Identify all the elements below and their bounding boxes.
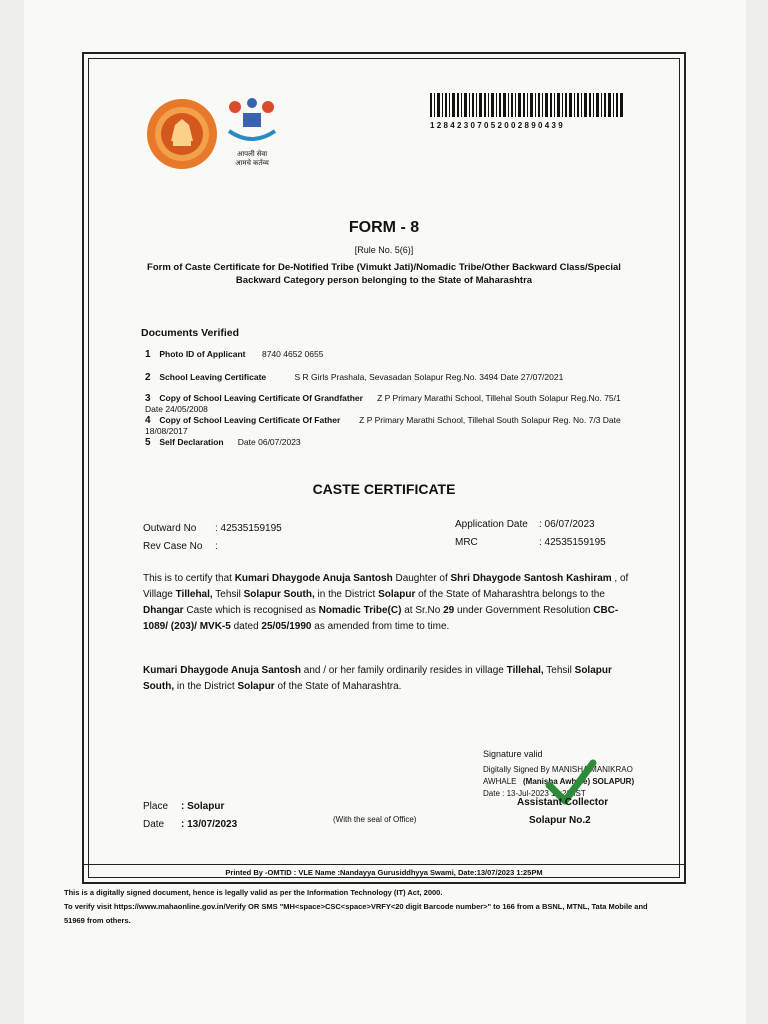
document-value: Z P Primary Marathi School, Tillehal South Solapur Reg.No. 75/1 Date 24/05/2008	[145, 393, 621, 414]
logo-caption-2: आमचे कर्तव्य	[235, 160, 269, 167]
maharashtra-emblem-icon	[145, 97, 219, 171]
legal-note: This is a digitally signed document, hence is legally valid as per the Information Technology (IT) Act, 2000.	[64, 888, 443, 897]
government-resolution: CBC-1089/ (203)/ MVK-5	[143, 605, 619, 632]
text: in the District	[174, 681, 238, 692]
document-number: 2	[145, 372, 151, 383]
document-label: Copy of School Leaving Certificate Of Grandfather	[159, 393, 363, 403]
signature-line-2: AWHALE	[483, 777, 517, 786]
text: of the State of Maharashtra.	[274, 681, 402, 692]
document-label: Photo ID of Applicant	[159, 349, 246, 359]
document-number: 4	[145, 415, 151, 426]
residence-paragraph	[143, 663, 629, 695]
appdate-label: Application Date	[455, 519, 528, 530]
text: Daughter of	[392, 573, 451, 584]
text: Tehsil	[212, 589, 244, 600]
document-label: Self Declaration	[159, 437, 224, 447]
serial-number: 29	[443, 605, 455, 616]
text: as amended from time to time.	[311, 621, 450, 632]
place-value: : Solapur	[181, 801, 225, 812]
barcode-icon	[430, 93, 624, 117]
father-name: Shri Dhaygode Santosh Kashiram	[450, 573, 612, 584]
place-label: Place	[143, 801, 169, 812]
barcode-number: 12842307052002890439	[430, 121, 565, 130]
verify-note-cont: 51969 from others.	[64, 916, 131, 925]
signatory-place: Solapur No.2	[529, 815, 591, 826]
document-item	[145, 415, 625, 436]
mrc-label: MRC	[455, 537, 478, 548]
rule-number: [Rule No. 5(6)]	[354, 245, 414, 255]
logo-caption-1: आपली सेवा	[236, 151, 268, 158]
category: Nomadic Tribe(C)	[318, 605, 402, 616]
text: under Government Resolution	[454, 605, 594, 616]
documents-heading: Documents Verified	[141, 327, 240, 339]
document-number: 5	[145, 437, 151, 448]
aaple-sarkar-logo	[223, 97, 281, 173]
text: This is to certify that	[143, 573, 235, 584]
resolution-date: 25/05/1990	[261, 621, 312, 632]
text: and / or her family ordinarily resides in village	[300, 665, 507, 676]
village: Tillehal,	[506, 665, 544, 676]
seal-note: (With the seal of Office)	[333, 815, 417, 824]
text: , of Village	[143, 573, 629, 600]
document-label: Copy of School Leaving Certificate Of Father	[159, 415, 341, 425]
verify-note: To verify visit https://www.mahaonline.gov.in/Verify OR SMS "MH<space>CSC<space>VRFY<20 digit Barcode number>" to 166 from a BSNL, MTNL, Tata Mobile and	[64, 902, 648, 911]
text: in the District	[314, 589, 379, 600]
signatory-role: Assistant Collector	[517, 797, 609, 808]
form-description: Form of Caste Certificate for De-Notified Tribe (Vimukt Jati)/Nomadic Tribe/Other Backward Class/Special Backward Category person belonging to the State of Maharashtra	[147, 262, 621, 286]
text: of the State of Maharashtra belongs to the	[415, 589, 605, 600]
village: Tillehal,	[175, 589, 213, 600]
mrc-value: : 42535159195	[539, 537, 606, 548]
signature-date: Date : 13-Jul-2023 16:20 IST	[483, 789, 586, 798]
aaple-sarkar-icon	[223, 97, 281, 145]
certificate-inner-border	[88, 58, 680, 878]
document-number: 1	[145, 349, 151, 360]
district: Solapur	[237, 681, 275, 692]
text: dated	[230, 621, 262, 632]
document-number: 3	[145, 393, 151, 404]
revcase-value: :	[215, 541, 218, 552]
text: Caste which is recognised as	[183, 605, 319, 616]
district: Solapur	[378, 589, 416, 600]
signature-line-2b: (Manisha Awhale) SOLAPUR)	[523, 777, 635, 786]
outward-label: Outward No	[143, 523, 197, 534]
document-label: School Leaving Certificate	[159, 372, 267, 382]
certificate-title: CASTE CERTIFICATE	[312, 481, 456, 497]
signature-line-1: Digitally Signed By MANISHA MANIKRAO	[483, 765, 633, 774]
document-value: Date 06/07/2023	[237, 437, 301, 447]
text: Tehsil	[543, 665, 575, 676]
tehsil: Solapur South,	[243, 589, 315, 600]
document-item	[145, 393, 625, 414]
applicant-name: Kumari Dhaygode Anuja Santosh	[234, 573, 393, 584]
tehsil: Solapur South,	[143, 665, 612, 692]
revcase-label: Rev Case No	[143, 541, 203, 552]
document-value: Z P Primary Marathi School, Tillehal South Solapur Reg. No. 7/3 Date 18/08/2017	[145, 415, 621, 436]
document-value: 8740 4652 0655	[262, 349, 324, 359]
outward-value: : 42535159195	[215, 523, 282, 534]
printed-by: Printed By -OMTID : VLE Name :Nandayya Gurusiddhyya Swami, Date:13/07/2023 1:25PM	[82, 864, 686, 881]
document-item	[145, 437, 625, 448]
certificate-frame	[82, 52, 686, 884]
applicant-name: Kumari Dhaygode Anuja Santosh	[143, 665, 301, 676]
document-item	[145, 349, 625, 360]
signature-valid: Signature valid	[483, 749, 543, 759]
form-title: FORM - 8	[348, 219, 420, 236]
text: at Sr.No	[401, 605, 444, 616]
document-value: S R Girls Prashala, Sevasadan Solapur Reg.No. 3494 Date 27/07/2021	[294, 372, 564, 382]
document-item	[145, 372, 625, 383]
certification-paragraph	[143, 571, 629, 635]
date-value: : 13/07/2023	[181, 819, 238, 830]
date-label: Date	[143, 819, 165, 830]
appdate-value: : 06/07/2023	[539, 519, 595, 530]
caste: Dhangar	[143, 605, 184, 616]
